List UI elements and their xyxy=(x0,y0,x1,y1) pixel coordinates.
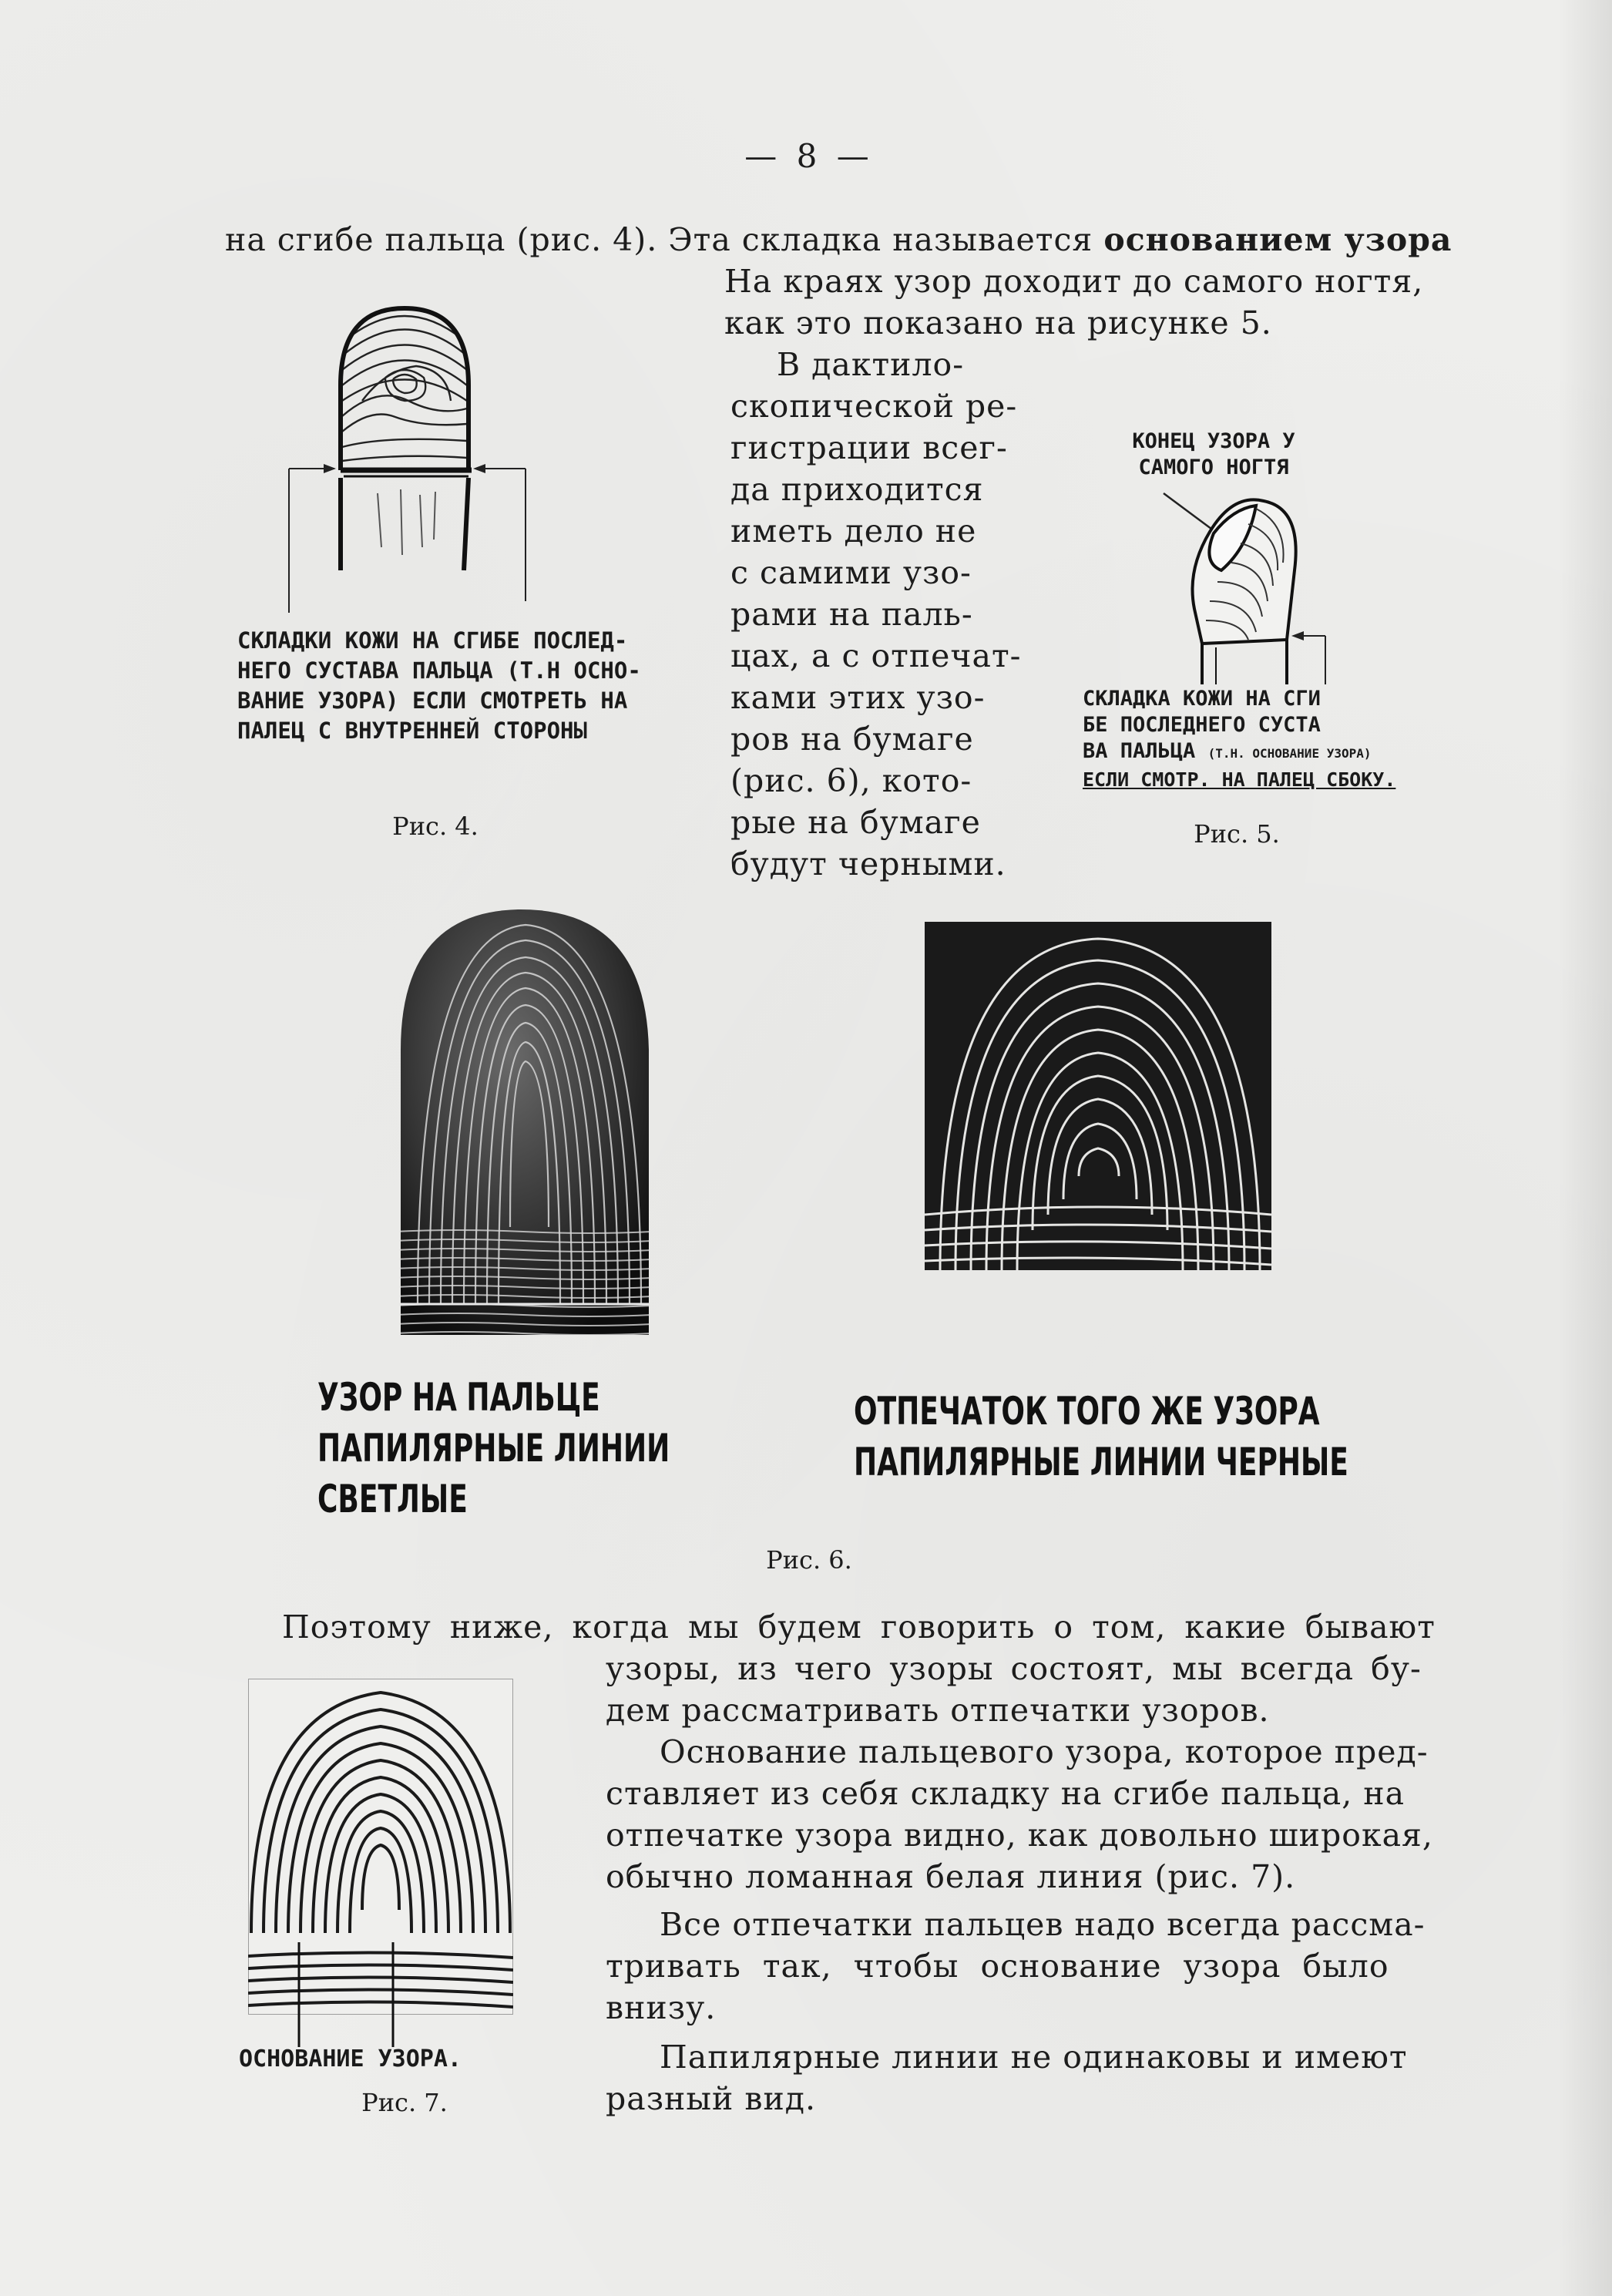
lower-line: обычно ломанная белая линия (рис. 7). xyxy=(606,1858,1296,1895)
fig5-bottom-caption-line: СКЛАДКА КОЖИ НА СГИ xyxy=(1083,687,1321,711)
fig5-bottom-caption-line xyxy=(1083,738,1406,767)
fig4-label: Рис. 4. xyxy=(392,812,479,841)
mid-line: рами на паль- xyxy=(730,596,973,633)
fig4-caption-line: СКЛАДКИ КОЖИ НА СГИБЕ ПОСЛЕД- xyxy=(237,627,628,654)
fig6-finger-photo xyxy=(395,903,652,1335)
intro-line-1 xyxy=(225,219,1452,261)
fig4-caption-line: ВАНИЕ УЗОРА) ЕСЛИ СМОТРЕТЬ НА xyxy=(237,687,628,714)
fig5-top-caption-line: САМОГО НОГТЯ xyxy=(1138,456,1289,479)
fig5-caption-part: ВА ПАЛЬЦА xyxy=(1083,739,1196,763)
mid-line: рые на бумаге xyxy=(730,804,981,841)
mid-line: скопической ре- xyxy=(730,388,1018,425)
fig5-bottom-caption-line: БЕ ПОСЛЕДНЕГО СУСТА xyxy=(1083,713,1321,737)
lower-paragraph xyxy=(606,1648,1433,2120)
middle-column-paragraph xyxy=(730,344,1022,885)
mid-line: гистрации всег- xyxy=(730,429,1008,466)
lower-line: Папилярные линии не одинаковы и имеют xyxy=(660,2039,1408,2076)
fig5-top-caption xyxy=(1086,429,1341,481)
page-number: — 8 — xyxy=(744,137,874,175)
fig5-label: Рис. 5. xyxy=(1194,819,1280,849)
base-pointer-arrows xyxy=(285,1942,439,2050)
mid-line: будут черными. xyxy=(730,845,1006,882)
lower-line: Все отпечатки пальцев надо всегда рассма- xyxy=(660,1906,1426,1943)
page-edge-shadow xyxy=(1558,0,1612,2296)
fig6-left-caption-line: УЗОР НА ПАЛЬЦЕ xyxy=(317,1375,600,1420)
fig6-label: Рис. 6. xyxy=(766,1545,852,1575)
fig5-bottom-caption-line: ЕСЛИ СМОТР. НА ПАЛЕЦ СБОКУ. xyxy=(1083,768,1396,791)
intro-line-3: как это показано на рисунке 5. xyxy=(724,304,1272,341)
fig6-left-caption-line: СВЕТЛЫЕ xyxy=(317,1477,468,1521)
lower-line: тривать так, чтобы основание узора было xyxy=(606,1948,1389,1985)
lower-line: разный вид. xyxy=(606,2080,817,2117)
lower-line-1-text: Поэтому ниже, когда мы будем говорить о том, какие бывают xyxy=(282,1609,1436,1646)
fig5-top-caption-line: КОНЕЦ УЗОРА У xyxy=(1132,429,1295,453)
mid-line: ками этих узо- xyxy=(730,679,986,716)
mid-line: с самими узо- xyxy=(730,554,972,591)
intro-line-1-text: на сгибе пальца (рис. 4). Эта складка называется xyxy=(225,221,1093,258)
lower-line: дем рассматривать отпечатки узоров. xyxy=(606,1692,1270,1729)
fig7-caption: ОСНОВАНИЕ УЗОРА. xyxy=(239,2046,462,2072)
fig6-right-caption-line: ПАПИЛЯРНЫЕ ЛИНИИ ЧЕРНЫЕ xyxy=(854,1440,1348,1484)
fig7-pointer-lines xyxy=(285,1942,439,2050)
fig4-caption xyxy=(237,626,669,746)
finger-photo-image xyxy=(395,903,652,1335)
fig5-caption-small: (Т.Н. ОСНОВАНИЕ УЗОРА) xyxy=(1207,746,1372,761)
lower-line-1 xyxy=(282,1606,1436,1648)
fig4-caption-line: НЕГО СУСТАВА ПАЛЬЦА (Т.Н ОСНО- xyxy=(237,657,641,684)
mid-line: иметь дело не xyxy=(730,513,977,550)
fig5-bottom-caption xyxy=(1083,686,1406,793)
fig6-left-caption-line: ПАПИЛЯРНЫЕ ЛИНИИ xyxy=(317,1426,670,1471)
mid-line: да приходится xyxy=(730,471,984,508)
mid-line: В дактило- xyxy=(777,346,965,383)
lower-line: Основание пальцевого узора, которое пред- xyxy=(660,1733,1429,1770)
mid-line: ров на бумаге xyxy=(730,721,974,758)
fig6-left-caption xyxy=(317,1372,670,1525)
lower-line: узоры, из чего узоры состоят, мы всегда бу- xyxy=(606,1650,1422,1687)
lower-line: отпечатке узора видно, как довольно широкая, xyxy=(606,1817,1433,1854)
intro-line-1-bold: основанием узора xyxy=(1103,221,1452,258)
fig4-illustration xyxy=(270,293,547,617)
fig5-illustration xyxy=(1140,478,1341,686)
intro-line-2: На краях узор доходит до самого ногтя, xyxy=(724,263,1424,300)
fingerprint-image xyxy=(925,922,1271,1270)
fig6-fingerprint xyxy=(925,922,1271,1270)
finger-side-drawing xyxy=(1140,478,1341,686)
mid-line: цах, а с отпечат- xyxy=(730,637,1022,674)
lower-line: ставляет из себя складку на сгибе пальца, на xyxy=(606,1775,1405,1812)
fig7-label: Рис. 7. xyxy=(361,2088,448,2117)
fig6-right-caption xyxy=(854,1386,1348,1488)
mid-line: (рис. 6), кото- xyxy=(730,762,972,799)
fig4-caption-line: ПАЛЕЦ С ВНУТРЕННЕЙ СТОРОНЫ xyxy=(237,718,587,744)
fig6-right-caption-line: ОТПЕЧАТОК ТОГО ЖЕ УЗОРА xyxy=(854,1389,1320,1434)
lower-line: внизу. xyxy=(606,1989,717,2026)
finger-crease-drawing xyxy=(270,293,547,617)
